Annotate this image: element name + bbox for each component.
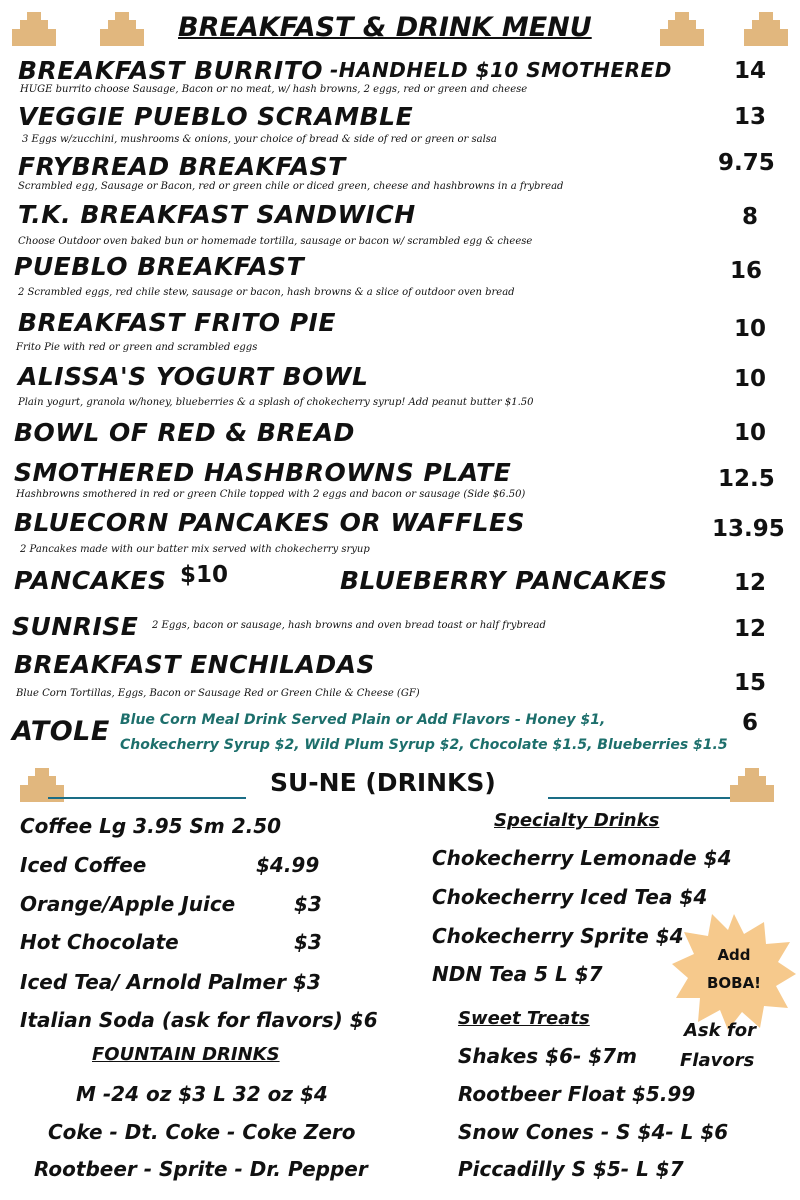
item-price-tk-sandwich: 8 <box>742 204 759 230</box>
item-desc-sunrise: 2 Eggs, bacon or sausage, hash browns and oven bread toast or half frybread <box>152 620 546 631</box>
pueblo-step-icon <box>730 768 774 802</box>
fountain-sizes: M -24 oz $3 L 32 oz $4 <box>76 1082 328 1106</box>
item-desc-frybread: Scrambled egg, Sausage or Bacon, red or green chile or diced green, cheese and hashbrowns in a frybread <box>18 181 564 192</box>
item-price-yogurt: 10 <box>734 366 767 392</box>
specialty-item: Chokecherry Lemonade $4 <box>432 846 732 870</box>
item-name-hashbrowns: SMOTHERED HASHBROWNS PLATE <box>14 458 512 487</box>
item-desc-yogurt: Plain yogurt, granola w/honey, blueberries & a splash of chokecherry syrup! Add peanut butter $1.50 <box>18 397 534 408</box>
item-desc-enchiladas: Blue Corn Tortillas, Eggs, Bacon or Sausage Red or Green Chile & Cheese (GF) <box>16 688 420 699</box>
item-name-atole: ATOLE <box>12 716 110 747</box>
ask-flavors-line-1: Ask for <box>684 1020 756 1041</box>
item-name-pancakes: PANCAKES <box>14 566 167 595</box>
pueblo-step-icon <box>660 12 704 46</box>
item-name-bowl-red: BOWL OF RED & BREAD <box>14 418 355 447</box>
fountain-line-1: Coke - Dt. Coke - Coke Zero <box>48 1120 356 1144</box>
drink-iced-tea: Iced Tea/ Arnold Palmer $3 <box>20 970 321 994</box>
item-desc-atole-1: Blue Corn Meal Drink Served Plain or Add Flavors - Honey $1, <box>120 712 606 728</box>
item-name-frito-pie: BREAKFAST FRITO PIE <box>18 308 336 337</box>
item-name-tk-sandwich: T.K. BREAKFAST SANDWICH <box>18 200 416 229</box>
pueblo-step-icon <box>744 12 788 46</box>
item-name-yogurt: ALISSA'S YOGURT BOWL <box>18 362 369 391</box>
item-price-frybread: 9.75 <box>718 150 775 176</box>
drink-juice-price: $3 <box>294 892 322 916</box>
item-desc-tk-sandwich: Choose Outdoor oven baked bun or homemade tortilla, sausage or bacon w/ scrambled egg & cheese <box>18 236 533 247</box>
item-name-burrito: BREAKFAST BURRITO <box>18 56 324 85</box>
specialty-item: Chokecherry Sprite $4 <box>432 924 684 948</box>
item-handheld-note: -HANDHELD $10 SMOTHERED <box>330 58 672 82</box>
item-price-veggie: 13 <box>734 104 767 130</box>
divider-line <box>48 797 246 799</box>
specialty-item: NDN Tea 5 L $7 <box>432 962 603 986</box>
drink-coffee: Coffee Lg 3.95 Sm 2.50 <box>20 814 282 838</box>
boba-line-2: BOBA! <box>706 974 762 992</box>
item-price-pancakes: $10 <box>180 562 229 588</box>
item-name-pueblo: PUEBLO BREAKFAST <box>14 252 305 281</box>
specialty-item: Chokecherry Iced Tea $4 <box>432 885 708 909</box>
boba-badge <box>672 912 796 1030</box>
item-desc-atole-2: Chokecherry Syrup $2, Wild Plum Syrup $2, Chocolate $1.5, Blueberries $1.5 <box>120 737 728 753</box>
sweet-item: Piccadilly S $5- L $7 <box>458 1157 684 1181</box>
item-name-enchiladas: BREAKFAST ENCHILADAS <box>14 650 376 679</box>
item-desc-hashbrowns: Hashbrowns smothered in red or green Chile topped with 2 eggs and bacon or sausage (Side $6.50) <box>16 489 526 500</box>
item-name-veggie: VEGGIE PUEBLO SCRAMBLE <box>18 102 414 131</box>
menu-title: BREAKFAST & DRINK MENU <box>178 12 592 43</box>
boba-line-1: Add <box>717 946 751 964</box>
pueblo-step-icon <box>100 12 144 46</box>
fountain-title: FOUNTAIN DRINKS <box>92 1044 280 1065</box>
item-desc-bluecorn: 2 Pancakes made with our batter mix served with chokecherry sryup <box>20 544 370 555</box>
sweet-item: Rootbeer Float $5.99 <box>458 1082 696 1106</box>
specialty-title: Specialty Drinks <box>494 810 660 831</box>
item-price-bowl-red: 10 <box>734 420 767 446</box>
starburst-icon <box>672 912 796 1030</box>
ask-flavors-line-2: Flavors <box>680 1050 755 1071</box>
item-price-atole: 6 <box>742 710 759 736</box>
item-name-bluecorn: BLUECORN PANCAKES OR WAFFLES <box>14 508 526 537</box>
item-price-burrito: 14 <box>734 58 767 84</box>
sweet-treats-title: Sweet Treats <box>458 1008 590 1029</box>
item-price-enchiladas: 15 <box>734 670 767 696</box>
drinks-title: SU-NE (DRINKS) <box>270 768 496 797</box>
pueblo-step-icon <box>12 12 56 46</box>
item-name-sunrise: SUNRISE <box>12 612 139 641</box>
drink-hot-chocolate-price: $3 <box>294 930 322 954</box>
drink-iced-coffee: Iced Coffee <box>20 853 147 877</box>
item-price-hashbrowns: 12.5 <box>718 466 775 492</box>
item-name-frybread: FRYBREAD BREAKFAST <box>18 152 346 181</box>
item-desc-pueblo: 2 Scrambled eggs, red chile stew, sausage or bacon, hash browns & a slice of outdoor oven bread <box>18 287 515 298</box>
item-price-frito-pie: 10 <box>734 316 767 342</box>
item-name-blueberry: BLUEBERRY PANCAKES <box>340 566 668 595</box>
item-desc-burrito: HUGE burrito choose Sausage, Bacon or no meat, w/ hash browns, 2 eggs, red or green and cheese <box>20 84 528 95</box>
sweet-item: Shakes $6- $7m <box>458 1044 637 1068</box>
item-desc-frito-pie: Frito Pie with red or green and scrambled eggs <box>16 342 258 353</box>
sweet-item: Snow Cones - S $4- L $6 <box>458 1120 729 1144</box>
drink-iced-coffee-price: $4.99 <box>256 853 320 877</box>
divider-line <box>548 797 748 799</box>
drink-hot-chocolate: Hot Chocolate <box>20 930 179 954</box>
item-price-pueblo: 16 <box>730 258 763 284</box>
drink-juice: Orange/Apple Juice <box>20 892 236 916</box>
item-desc-veggie: 3 Eggs w/zucchini, mushrooms & onions, your choice of bread & side of red or green or salsa <box>22 134 497 145</box>
item-price-blueberry: 12 <box>734 570 767 596</box>
item-price-bluecorn: 13.95 <box>712 516 785 542</box>
fountain-line-2: Rootbeer - Sprite - Dr. Pepper <box>34 1157 368 1181</box>
drink-italian-soda: Italian Soda (ask for flavors) $6 <box>20 1008 378 1032</box>
item-price-sunrise: 12 <box>734 616 767 642</box>
